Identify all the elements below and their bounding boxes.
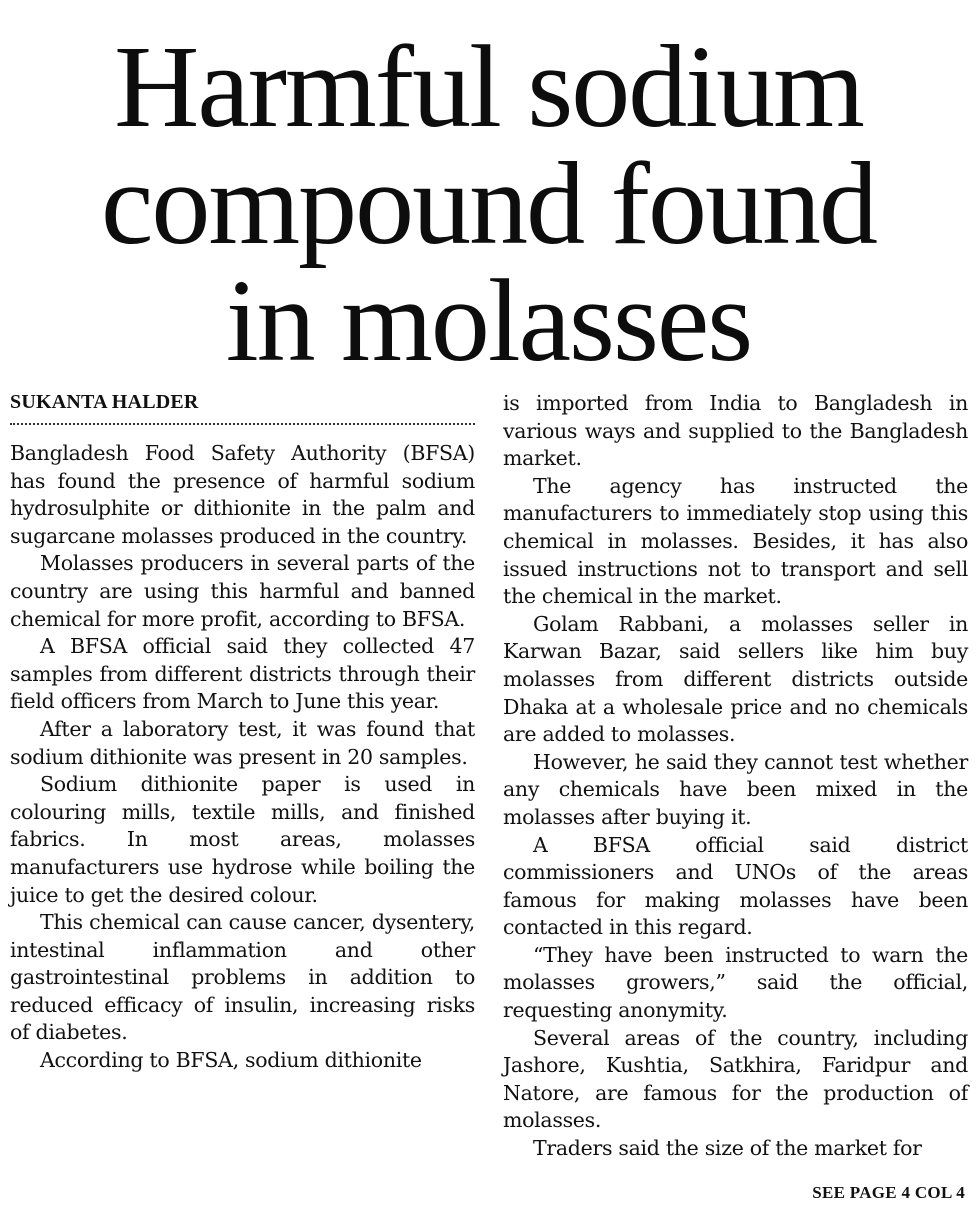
paragraph: The agency has instructed the manufacturers to immediately stop using this chemical in molasses. Besides, it has also issued instructions not to transport and sell the chemical in the market. <box>503 473 968 609</box>
paragraph: According to BFSA, sodium dithionite <box>40 1048 422 1073</box>
paragraph: Golam Rabbani, a molasses seller in Karwan Bazar, said sellers like him buy molasses from different districts outside Dhaka at a wholesale price and no chemicals are added to molasses. <box>503 611 968 747</box>
article-column-left <box>10 440 475 1075</box>
headline <box>0 21 977 386</box>
paragraph: Traders said the size of the market for <box>533 1136 922 1161</box>
paragraph: Sodium dithionite paper is used in colouring mills, textile mills, and finished fabrics. In most areas, molasses manufacturers use hydrose while boiling the juice to get the desired colour. <box>10 772 475 907</box>
byline: SUKANTA HALDER <box>10 391 475 425</box>
paragraph: Bangladesh Food Safety Authority (BFSA) has found the presence of harmful sodium hydrosulphite or dithionite in the palm and sugarcane molasses produced in the country. <box>10 441 475 548</box>
continued-on-page-label: SEE PAGE 4 COL 4 <box>812 1183 965 1202</box>
paragraph: After a laboratory test, it was found that sodium dithionite was present in 20 samples. <box>10 716 475 769</box>
headline-line-2: compound found <box>101 138 876 269</box>
paragraph: However, he said they cannot test whether any chemicals have been mixed in the molasses after buying it. <box>503 749 968 829</box>
paragraph: is imported from India to Bangladesh in various ways and supplied to the Bangladesh market. <box>503 391 968 471</box>
headline-line-1: Harmful sodium <box>114 21 863 152</box>
paragraph: Molasses producers in several parts of the country are using this harmful and banned chemical for more profit, according to BFSA. <box>10 551 475 631</box>
paragraph: A BFSA official said district commissioners and UNOs of the areas famous for making molasses have been contacted in this regard. <box>503 832 968 940</box>
paragraph: A BFSA official said they collected 47 samples from different districts through their field officers from March to June this year. <box>10 634 475 714</box>
paragraph: “They have been instructed to warn the molasses growers,” said the official, requesting anonymity. <box>503 942 968 1023</box>
paragraph: This chemical can cause cancer, dysentery, intestinal inflammation and other gastrointestinal problems in addition to reduced efficacy of insulin, increasing risks of diabetes. <box>10 910 475 1045</box>
headline-line-3: in molasses <box>225 255 752 386</box>
article-column-right <box>503 390 968 1163</box>
paragraph: Several areas of the country, including Jashore, Kushtia, Satkhira, Faridpur and Natore, are famous for the production of molasses. <box>503 1025 968 1133</box>
